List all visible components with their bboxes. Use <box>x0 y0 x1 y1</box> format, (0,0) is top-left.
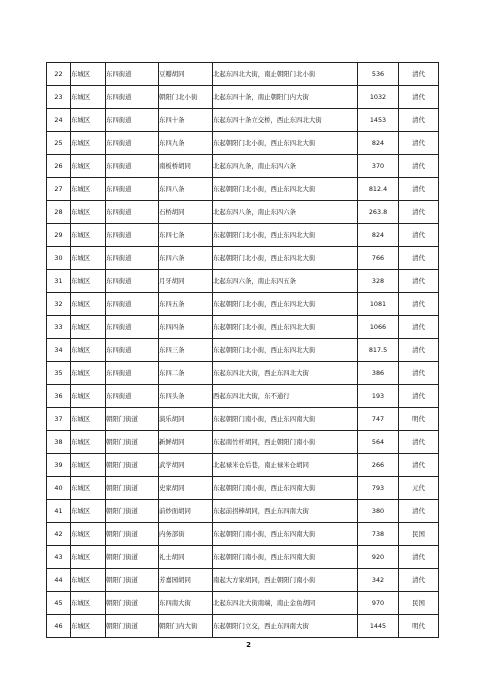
hutong-name-cell: 朝阳门内大街 <box>159 615 213 638</box>
hutong-name-cell: 演乐胡同 <box>159 408 213 431</box>
district-cell: 东城区 <box>71 109 106 132</box>
route-cell: 东起朝阳门北小街，西止东四北大街 <box>213 339 358 362</box>
length-cell: 193 <box>358 385 399 408</box>
hutong-name-cell: 东四七条 <box>159 224 213 247</box>
route-cell: 东起朝阳门北小街，西止东四北大街 <box>213 178 358 201</box>
district-cell: 东城区 <box>71 247 106 270</box>
era-cell: 清代 <box>399 132 439 155</box>
district-cell: 东城区 <box>71 546 106 569</box>
district-cell: 东城区 <box>71 431 106 454</box>
era-cell: 清代 <box>399 316 439 339</box>
row-number: 35 <box>47 362 71 385</box>
length-cell: 1081 <box>358 293 399 316</box>
table-row <box>47 109 439 132</box>
era-cell: 清代 <box>399 178 439 201</box>
row-number: 24 <box>47 109 71 132</box>
hutong-name-cell: 武学胡同 <box>159 454 213 477</box>
route-cell: 东起朝阳门北小街，西止东四北大街 <box>213 132 358 155</box>
table-row <box>47 178 439 201</box>
route-cell: 北起东四北大街南端，南止金鱼胡同 <box>213 592 358 615</box>
hutong-name-cell: 东四四条 <box>159 316 213 339</box>
table-row <box>47 201 439 224</box>
district-cell: 东城区 <box>71 385 106 408</box>
era-cell: 民国 <box>399 592 439 615</box>
row-number: 36 <box>47 385 71 408</box>
route-cell: 东起南竹杆胡同，西止朝阳门南小街 <box>213 431 358 454</box>
route-cell: 东起朝阳门南小街，西止东四南大街 <box>213 408 358 431</box>
district-cell: 东城区 <box>71 270 106 293</box>
length-cell: 370 <box>358 155 399 178</box>
hutong-name-cell: 礼士胡同 <box>159 546 213 569</box>
route-cell: 西起东四北大街，东不通行 <box>213 385 358 408</box>
street-office-cell: 东四街道 <box>106 339 159 362</box>
table-row <box>47 63 439 86</box>
street-office-cell: 东四街道 <box>106 178 159 201</box>
length-cell: 817.5 <box>358 339 399 362</box>
street-office-cell: 东四街道 <box>106 270 159 293</box>
era-cell: 清代 <box>399 339 439 362</box>
table-row <box>47 523 439 546</box>
hutong-table <box>46 62 439 638</box>
hutong-name-cell: 东四六条 <box>159 247 213 270</box>
district-cell: 东城区 <box>71 132 106 155</box>
hutong-name-cell: 月牙胡同 <box>159 270 213 293</box>
length-cell: 536 <box>358 63 399 86</box>
table-row <box>47 385 439 408</box>
route-cell: 东起东四北大街，西止东四北大街 <box>213 362 358 385</box>
street-office-cell: 东四街道 <box>106 293 159 316</box>
district-cell: 东城区 <box>71 523 106 546</box>
street-office-cell: 东四街道 <box>106 385 159 408</box>
length-cell: 970 <box>358 592 399 615</box>
length-cell: 812.4 <box>358 178 399 201</box>
table-row <box>47 247 439 270</box>
table-row <box>47 569 439 592</box>
table-row <box>47 293 439 316</box>
table-row <box>47 86 439 109</box>
district-cell: 东城区 <box>71 316 106 339</box>
era-cell: 清代 <box>399 385 439 408</box>
hutong-name-cell: 朝阳门北小街 <box>159 86 213 109</box>
page-number: 2 <box>246 641 251 649</box>
street-office-cell: 朝阳门街道 <box>106 408 159 431</box>
hutong-name-cell: 东四九条 <box>159 132 213 155</box>
era-cell: 清代 <box>399 546 439 569</box>
route-cell: 北起东四十条，南止朝阳门内大街 <box>213 86 358 109</box>
street-office-cell: 东四街道 <box>106 224 159 247</box>
row-number: 38 <box>47 431 71 454</box>
route-cell: 东起朝阳门南小街，西止东四南大街 <box>213 546 358 569</box>
era-cell: 清代 <box>399 500 439 523</box>
route-cell: 北起东四九条，南止东四六条 <box>213 155 358 178</box>
era-cell: 清代 <box>399 362 439 385</box>
table-row <box>47 408 439 431</box>
street-office-cell: 东四街道 <box>106 316 159 339</box>
table-row <box>47 454 439 477</box>
hutong-name-cell: 东四五条 <box>159 293 213 316</box>
route-cell: 北起禄米仓后巷，南止禄米仓胡同 <box>213 454 358 477</box>
row-number: 30 <box>47 247 71 270</box>
hutong-name-cell: 东四头条 <box>159 385 213 408</box>
hutong-name-cell: 芳嘉园胡同 <box>159 569 213 592</box>
length-cell: 920 <box>358 546 399 569</box>
table-row <box>47 615 439 638</box>
district-cell: 东城区 <box>71 477 106 500</box>
hutong-name-cell: 东四三条 <box>159 339 213 362</box>
length-cell: 380 <box>358 500 399 523</box>
hutong-name-cell: 内务部街 <box>159 523 213 546</box>
length-cell: 1453 <box>358 109 399 132</box>
era-cell: 明代 <box>399 408 439 431</box>
length-cell: 263.8 <box>358 201 399 224</box>
street-office-cell: 东四街道 <box>106 86 159 109</box>
hutong-name-cell: 东四十条 <box>159 109 213 132</box>
route-cell: 北起东四八条，南止东四六条 <box>213 201 358 224</box>
length-cell: 747 <box>358 408 399 431</box>
district-cell: 东城区 <box>71 224 106 247</box>
table-row <box>47 592 439 615</box>
street-office-cell: 东四街道 <box>106 362 159 385</box>
table-body <box>47 63 439 638</box>
era-cell: 清代 <box>399 109 439 132</box>
district-cell: 东城区 <box>71 500 106 523</box>
row-number: 27 <box>47 178 71 201</box>
row-number: 39 <box>47 454 71 477</box>
district-cell: 东城区 <box>71 86 106 109</box>
street-office-cell: 朝阳门街道 <box>106 615 159 638</box>
row-number: 37 <box>47 408 71 431</box>
street-office-cell: 朝阳门街道 <box>106 500 159 523</box>
hutong-name-cell: 东四二条 <box>159 362 213 385</box>
route-cell: 东起朝阳门北小街，西止东四北大街 <box>213 316 358 339</box>
route-cell: 北起东四北大街，南止朝阳门北小街 <box>213 63 358 86</box>
era-cell: 清代 <box>399 63 439 86</box>
era-cell: 清代 <box>399 224 439 247</box>
length-cell: 342 <box>358 569 399 592</box>
length-cell: 738 <box>358 523 399 546</box>
route-cell: 东起前拐棒胡同，西止东四南大街 <box>213 500 358 523</box>
row-number: 32 <box>47 293 71 316</box>
route-cell: 东起朝阳门立交，西止东四南大街 <box>213 615 358 638</box>
era-cell: 民国 <box>399 523 439 546</box>
length-cell: 793 <box>358 477 399 500</box>
route-cell: 东起朝阳门北小街，西止东四北大街 <box>213 247 358 270</box>
era-cell: 清代 <box>399 454 439 477</box>
route-cell: 北起东四六条，南止东四五条 <box>213 270 358 293</box>
street-office-cell: 朝阳门街道 <box>106 431 159 454</box>
street-office-cell: 东四街道 <box>106 63 159 86</box>
length-cell: 1032 <box>358 86 399 109</box>
row-number: 23 <box>47 86 71 109</box>
street-office-cell: 东四街道 <box>106 132 159 155</box>
table-row <box>47 224 439 247</box>
street-office-cell: 东四街道 <box>106 155 159 178</box>
hutong-name-cell: 东四八条 <box>159 178 213 201</box>
length-cell: 386 <box>358 362 399 385</box>
district-cell: 东城区 <box>71 454 106 477</box>
table-row <box>47 316 439 339</box>
row-number: 28 <box>47 201 71 224</box>
district-cell: 东城区 <box>71 201 106 224</box>
row-number: 43 <box>47 546 71 569</box>
district-cell: 东城区 <box>71 592 106 615</box>
hutong-name-cell: 前炒面胡同 <box>159 500 213 523</box>
street-office-cell: 朝阳门街道 <box>106 477 159 500</box>
row-number: 46 <box>47 615 71 638</box>
row-number: 40 <box>47 477 71 500</box>
table-row <box>47 546 439 569</box>
length-cell: 328 <box>358 270 399 293</box>
table-row <box>47 155 439 178</box>
table-row <box>47 362 439 385</box>
district-cell: 东城区 <box>71 155 106 178</box>
route-cell: 东起朝阳门南小街，西止东四南大街 <box>213 523 358 546</box>
row-number: 29 <box>47 224 71 247</box>
route-cell: 东起东四十条立交桥，西止东四北大街 <box>213 109 358 132</box>
era-cell: 清代 <box>399 86 439 109</box>
era-cell: 清代 <box>399 201 439 224</box>
row-number: 26 <box>47 155 71 178</box>
district-cell: 东城区 <box>71 569 106 592</box>
table-row <box>47 132 439 155</box>
district-cell: 东城区 <box>71 408 106 431</box>
street-office-cell: 东四街道 <box>106 201 159 224</box>
era-cell: 清代 <box>399 431 439 454</box>
row-number: 42 <box>47 523 71 546</box>
length-cell: 266 <box>358 454 399 477</box>
row-number: 45 <box>47 592 71 615</box>
length-cell: 824 <box>358 132 399 155</box>
street-office-cell: 朝阳门街道 <box>106 592 159 615</box>
table-row <box>47 431 439 454</box>
hutong-name-cell: 豆瓣胡同 <box>159 63 213 86</box>
length-cell: 564 <box>358 431 399 454</box>
route-cell: 东起朝阳门北小街，西止东四北大街 <box>213 293 358 316</box>
district-cell: 东城区 <box>71 178 106 201</box>
district-cell: 东城区 <box>71 615 106 638</box>
street-office-cell: 朝阳门街道 <box>106 546 159 569</box>
row-number: 33 <box>47 316 71 339</box>
hutong-name-cell: 东四南大街 <box>159 592 213 615</box>
row-number: 25 <box>47 132 71 155</box>
length-cell: 1445 <box>358 615 399 638</box>
hutong-name-cell: 南板桥胡同 <box>159 155 213 178</box>
row-number: 22 <box>47 63 71 86</box>
street-office-cell: 东四街道 <box>106 247 159 270</box>
table-row <box>47 500 439 523</box>
length-cell: 1066 <box>358 316 399 339</box>
district-cell: 东城区 <box>71 362 106 385</box>
era-cell: 清代 <box>399 293 439 316</box>
table-row <box>47 339 439 362</box>
era-cell: 元代 <box>399 477 439 500</box>
row-number: 31 <box>47 270 71 293</box>
row-number: 41 <box>47 500 71 523</box>
table-row <box>47 477 439 500</box>
hutong-name-cell: 史家胡同 <box>159 477 213 500</box>
street-office-cell: 朝阳门街道 <box>106 569 159 592</box>
district-cell: 东城区 <box>71 339 106 362</box>
era-cell: 清代 <box>399 247 439 270</box>
hutong-name-cell: 新鲜胡同 <box>159 431 213 454</box>
route-cell: 南起大方家胡同，西止朝阳门南小街 <box>213 569 358 592</box>
district-cell: 东城区 <box>71 63 106 86</box>
row-number: 34 <box>47 339 71 362</box>
street-office-cell: 朝阳门街道 <box>106 454 159 477</box>
table-row <box>47 270 439 293</box>
era-cell: 清代 <box>399 270 439 293</box>
street-office-cell: 东四街道 <box>106 109 159 132</box>
district-cell: 东城区 <box>71 293 106 316</box>
era-cell: 清代 <box>399 155 439 178</box>
length-cell: 766 <box>358 247 399 270</box>
era-cell: 明代 <box>399 615 439 638</box>
era-cell: 清代 <box>399 569 439 592</box>
length-cell: 824 <box>358 224 399 247</box>
route-cell: 东起朝阳门南小街，西止东四南大街 <box>213 477 358 500</box>
route-cell: 东起朝阳门北小街，西止东四北大街 <box>213 224 358 247</box>
street-office-cell: 朝阳门街道 <box>106 523 159 546</box>
row-number: 44 <box>47 569 71 592</box>
hutong-name-cell: 石桥胡同 <box>159 201 213 224</box>
